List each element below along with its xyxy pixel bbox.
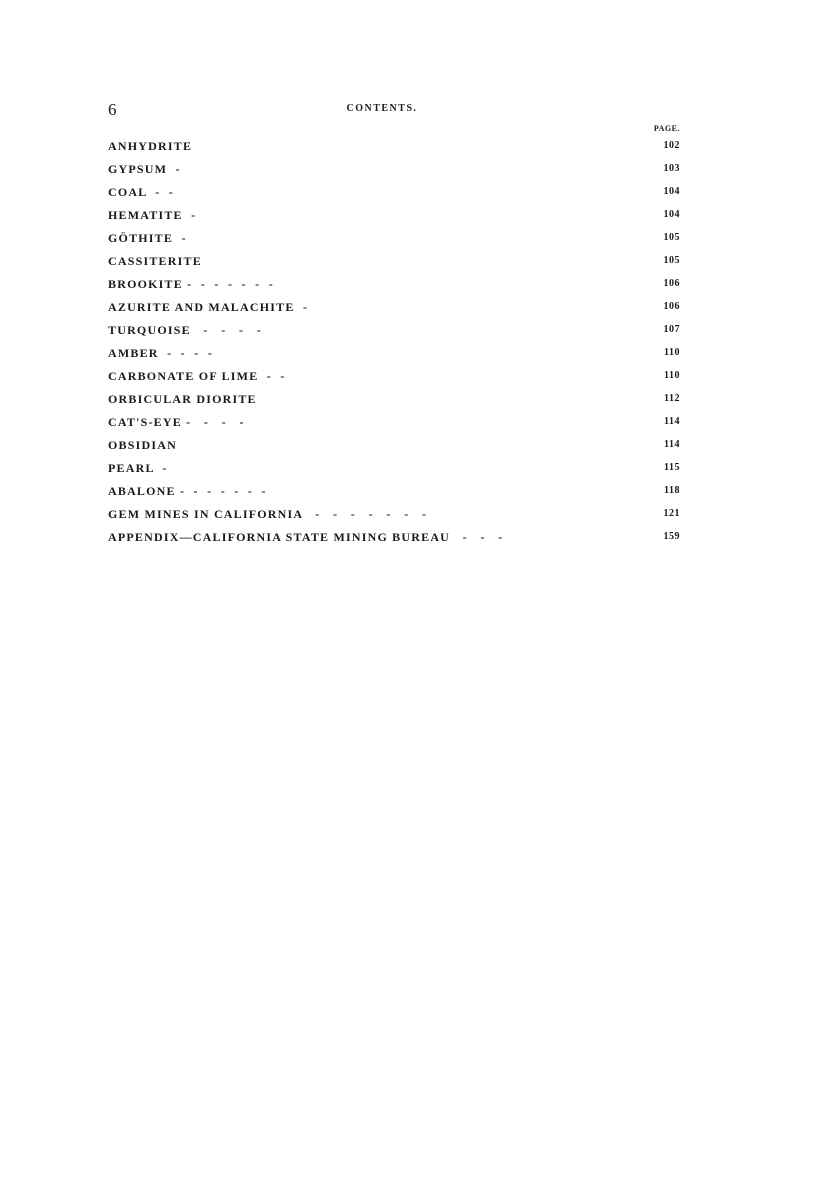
- toc-entry-title: PEARL -: [108, 461, 168, 475]
- running-title: CONTENTS.: [346, 103, 418, 114]
- toc-entry-title: ANHYDRITE: [108, 139, 193, 153]
- toc-entry-page: 118: [664, 485, 680, 496]
- toc-entry-page: 105: [663, 255, 680, 266]
- toc-entry-page: 110: [664, 370, 680, 381]
- toc-entry-page: 103: [663, 163, 680, 174]
- toc-entry-page: 102: [663, 140, 680, 151]
- toc-entry: [108, 272, 680, 295]
- toc-entry: [108, 479, 680, 502]
- toc-entry-title: GYPSUM -: [108, 162, 181, 176]
- toc-entry: [108, 203, 680, 226]
- toc-entry: [108, 433, 680, 456]
- toc-entry: [108, 180, 680, 203]
- toc-entry-page: 107: [663, 324, 680, 335]
- toc-entry: [108, 134, 680, 157]
- page-column-label: PAGE.: [653, 124, 680, 133]
- toc-entry-title: GÖTHITE -: [108, 231, 187, 245]
- toc-entry: [108, 525, 680, 548]
- toc-entry-title: OBSIDIAN: [108, 438, 177, 452]
- toc-entry-title: CASSITERITE: [108, 254, 202, 268]
- toc-entry-page: 105: [663, 232, 680, 243]
- toc-entry: [108, 341, 680, 364]
- toc-entry-page: 106: [663, 278, 680, 289]
- toc-entry-page: 104: [663, 209, 680, 220]
- toc-entry: [108, 502, 680, 525]
- toc-entry-title: GEM MINES IN CALIFORNIA - - - - - - -: [108, 507, 428, 521]
- toc-entry-title: ORBICULAR DIORITE: [108, 392, 257, 406]
- toc-entry-title: BROOKITE - - - - - - -: [108, 277, 274, 291]
- toc-entry-title: AMBER - - - -: [108, 346, 214, 360]
- toc-entry: [108, 387, 680, 410]
- toc-entry: [108, 410, 680, 433]
- page-number: 6: [108, 100, 117, 119]
- toc-entry: [108, 318, 680, 341]
- toc-entry-page: 114: [664, 439, 680, 450]
- table-of-contents: [108, 124, 680, 548]
- toc-entry-page: 106: [663, 301, 680, 312]
- toc-entry-page: 112: [664, 393, 680, 404]
- toc-entry-title: CARBONATE OF LIME - -: [108, 369, 286, 383]
- toc-entry-title: HEMATITE -: [108, 208, 197, 222]
- toc-entry-title: AZURITE AND MALACHITE -: [108, 300, 309, 314]
- toc-entry: [108, 226, 680, 249]
- toc-entry-title: CAT'S-EYE - - - -: [108, 415, 245, 429]
- toc-entry-page: 121: [663, 508, 680, 519]
- toc-entry: [108, 157, 680, 180]
- toc-entry: [108, 456, 680, 479]
- toc-entry-page: 104: [663, 186, 680, 197]
- toc-entry-title: COAL - -: [108, 185, 174, 199]
- toc-entry-title: ABALONE - - - - - - -: [108, 484, 267, 498]
- toc-entry-page: 115: [664, 462, 680, 473]
- toc-entry: [108, 364, 680, 387]
- toc-entry-page: 114: [664, 416, 680, 427]
- page-column-label-row: [654, 121, 680, 133]
- toc-entry: [108, 295, 680, 318]
- toc-entry-page: 110: [664, 347, 680, 358]
- page-header: [108, 100, 680, 120]
- toc-entry: [108, 249, 680, 272]
- toc-entry-title: TURQUOISE - - - -: [108, 323, 263, 337]
- toc-entry-page: 159: [663, 531, 680, 542]
- toc-entry-title: APPENDIX—CALIFORNIA STATE MINING BUREAU - - -: [108, 530, 504, 544]
